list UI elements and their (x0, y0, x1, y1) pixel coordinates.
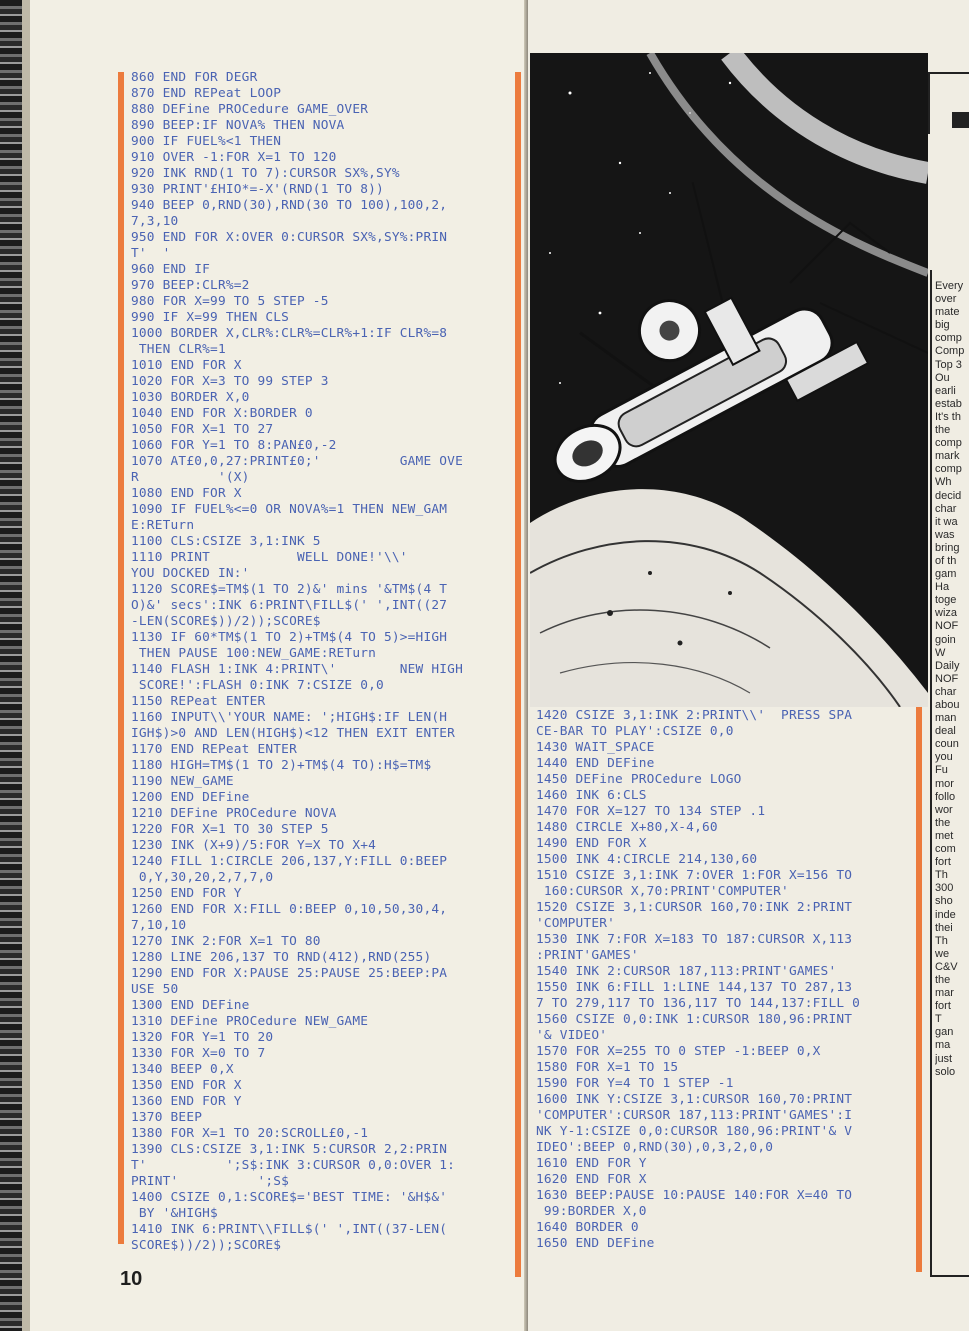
code-line: 1590 FOR Y=4 TO 1 STEP -1 (536, 1076, 734, 1091)
text-fragment: Top 3 (935, 358, 962, 371)
code-line: 1150 REPeat ENTER (131, 694, 266, 709)
next-page-text-fragments (935, 280, 969, 1079)
code-listing-right (536, 708, 860, 1252)
listing-accent-bar-left (118, 72, 124, 1244)
code-line: 7,10,10 (131, 918, 187, 933)
code-line: 990 IF X=99 THEN CLS (131, 310, 290, 325)
text-fragment: char (935, 685, 957, 698)
code-line: 1040 END FOR X:BORDER 0 (131, 406, 313, 421)
text-fragment: mate (935, 306, 960, 319)
text-fragment: thei (935, 921, 953, 934)
code-line: 1240 FILL 1:CIRCLE 206,137,Y:FILL 0:BEEP (131, 854, 448, 869)
code-line: -LEN(SCORE$))/2));SCORE$ (131, 614, 321, 629)
code-line: O)&' secs':INK 6:PRINT\FILL$(' ',INT((27 (131, 598, 448, 613)
code-line: 1000 BORDER X,CLR%:CLR%=CLR%+1:IF CLR%=8 (131, 326, 448, 341)
text-fragment: was (935, 528, 955, 541)
text-fragment: W (935, 646, 946, 659)
text-fragment: NOF (935, 672, 959, 685)
code-line: THEN CLR%=1 (131, 342, 226, 357)
text-fragment: Daily (935, 659, 960, 672)
code-line: 1350 END FOR X (131, 1078, 242, 1093)
code-line: 0,Y,30,20,2,7,7,0 (131, 870, 274, 885)
text-fragment: gam (935, 568, 957, 581)
text-fragment: com (935, 843, 956, 856)
code-line: 1520 CSIZE 3,1:CURSOR 160,70:INK 2:PRINT (536, 900, 853, 915)
text-fragment: follo (935, 790, 956, 803)
text-fragment: It's th (935, 410, 961, 423)
text-fragment: Every (935, 280, 964, 292)
text-fragment: char (935, 502, 957, 515)
text-fragment: earli (935, 384, 956, 397)
text-fragment: Ou (935, 371, 950, 384)
code-line: 1430 WAIT_SPACE (536, 740, 655, 755)
text-fragment: we (935, 947, 950, 960)
text-fragment: wor (935, 803, 953, 816)
code-line: 1370 BEEP (131, 1110, 203, 1125)
code-line: YOU DOCKED IN:' (131, 566, 250, 581)
code-line: 1170 END REPeat ENTER (131, 742, 297, 757)
code-line: 99:BORDER X,0 (536, 1204, 647, 1219)
text-fragment: fort (935, 1000, 951, 1013)
text-fragment: deal (935, 725, 956, 738)
text-fragment: gan (935, 1026, 954, 1039)
text-fragment: comp (935, 437, 962, 450)
code-line: 900 IF FUEL%<1 THEN (131, 134, 282, 149)
code-line: 160:CURSOR X,70:PRINT'COMPUTER' (536, 884, 789, 899)
binding-spine (0, 0, 22, 1331)
code-line: IGH$)>0 AND LEN(HIGH$)<12 THEN EXIT ENTER (131, 726, 456, 741)
code-line: 1460 INK 6:CLS (536, 788, 647, 803)
text-fragment: coun (935, 738, 959, 751)
code-line: E:RETurn (131, 518, 195, 533)
text-fragment: met (935, 829, 954, 842)
code-line: T' ';S$:INK 3:CURSOR 0,0:OVER 1: (131, 1158, 456, 1173)
text-fragment: C&V (935, 960, 958, 973)
text-fragment: goin (935, 633, 956, 646)
code-line: 1380 FOR X=1 TO 20:SCROLL£0,-1 (131, 1126, 369, 1141)
code-line: 1500 INK 4:CIRCLE 214,130,60 (536, 852, 758, 867)
code-line: 1220 FOR X=1 TO 30 STEP 5 (131, 822, 329, 837)
text-fragment: comp (935, 463, 962, 476)
text-fragment: toge (935, 594, 957, 607)
code-line: 940 BEEP 0,RND(30),RND(30 TO 100),100,2, (131, 198, 448, 213)
code-line: 1080 END FOR X (131, 486, 242, 501)
code-line: 7 TO 279,117 TO 136,117 TO 144,137:FILL 0 (536, 996, 861, 1011)
text-fragment: Th (935, 869, 948, 882)
code-line: '& VIDEO' (536, 1028, 608, 1043)
text-fragment: fort (935, 856, 951, 869)
code-line: 1180 HIGH=TM$(1 TO 2)+TM$(4 TO):H$=TM$ (131, 758, 432, 773)
code-line: R '(X) (131, 470, 250, 485)
text-fragment: Fu (935, 764, 948, 777)
text-fragment: ma (935, 1039, 951, 1052)
code-line: 1580 FOR X=1 TO 15 (536, 1060, 679, 1075)
code-line: 980 FOR X=99 TO 5 STEP -5 (131, 294, 329, 309)
text-fragment: man (935, 712, 957, 725)
code-line: 1110 PRINT WELL DONE!'\\' (131, 550, 408, 565)
code-line: USE 50 (131, 982, 179, 997)
text-fragment: solo (935, 1065, 956, 1078)
code-line: 930 PRINT'£HIO*=-X'(RND(1 TO 8)) (131, 182, 384, 197)
code-listing-left (131, 70, 463, 1254)
code-line: 1090 IF FUEL%<=0 OR NOVA%=1 THEN NEW_GAM (131, 502, 448, 517)
code-line: 950 END FOR X:OVER 0:CURSOR SX%,SY%:PRIN (131, 230, 448, 245)
code-line: 870 END REPeat LOOP (131, 86, 282, 101)
code-line: 1650 END DEFine (536, 1236, 655, 1251)
code-line: 1060 FOR Y=1 TO 8:PAN£0,-2 (131, 438, 337, 453)
text-fragment: Wh (935, 476, 952, 489)
code-line: 1230 INK (X+9)/5:FOR Y=X TO X+4 (131, 838, 377, 853)
code-line: 1600 INK Y:CSIZE 3,1:CURSOR 160,70:PRINT (536, 1092, 853, 1107)
code-line: 1410 INK 6:PRINT\\FILL$(' ',INT((37-LEN( (131, 1222, 448, 1237)
code-line: 7,3,10 (131, 214, 179, 229)
text-fragment: comp (935, 332, 962, 345)
code-line: 1620 END FOR X (536, 1172, 647, 1187)
code-line: 1290 END FOR X:PAUSE 25:PAUSE 25:BEEP:PA (131, 966, 448, 981)
code-line: PRINT' ';S$ (131, 1174, 290, 1189)
code-line: 860 END FOR DEGR (131, 70, 258, 85)
code-line: BY '&HIGH$ (131, 1206, 218, 1221)
text-fragment: it wa (935, 515, 958, 528)
text-fragment: estab (935, 397, 962, 410)
text-fragment: NOF (935, 620, 959, 633)
code-line: 1450 DEFine PROCedure LOGO (536, 772, 742, 787)
code-line: 1190 NEW_GAME (131, 774, 234, 789)
code-line: 1070 AT£0,0,27:PRINT£0;' GAME OVE (131, 454, 463, 469)
text-fragment: over (935, 293, 957, 306)
text-fragment: mark (935, 450, 960, 463)
text-fragment: the (935, 973, 951, 986)
text-fragment: big (935, 319, 950, 332)
text-fragment: of th (935, 554, 957, 567)
code-line: IDEO':BEEP 0,RND(30),0,3,2,0,0 (536, 1140, 774, 1155)
code-line: 1030 BORDER X,0 (131, 390, 250, 405)
code-line: 1100 CLS:CSIZE 3,1:INK 5 (131, 534, 321, 549)
code-line: 1270 INK 2:FOR X=1 TO 80 (131, 934, 321, 949)
code-line: 1400 CSIZE 0,1:SCORE$='BEST TIME: '&H$&' (131, 1190, 448, 1205)
code-line: NK Y-1:CSIZE 0,0:CURSOR 180,96:PRINT'& V (536, 1124, 853, 1139)
code-line: SCORE!':FLASH 0:INK 7:CSIZE 0,0 (131, 678, 384, 693)
code-line: 1200 END DEFine (131, 790, 250, 805)
text-fragment: sho (935, 895, 953, 908)
code-line: 1130 IF 60*TM$(1 TO 2)+TM$(4 TO 5)>=HIGH (131, 630, 448, 645)
code-line: 1260 END FOR X:FILL 0:BEEP 0,10,50,30,4, (131, 902, 448, 917)
code-line: 1050 FOR X=1 TO 27 (131, 422, 274, 437)
code-line: 1160 INPUT\\'YOUR NAME: ';HIGH$:IF LEN(H (131, 710, 448, 725)
code-line: 880 DEFine PROCedure GAME_OVER (131, 102, 369, 117)
text-fragment: just (935, 1052, 953, 1065)
code-line: 1470 FOR X=127 TO 134 STEP .1 (536, 804, 766, 819)
code-line: 1300 END DEFine (131, 998, 250, 1013)
text-fragment: decid (935, 489, 962, 502)
code-line: 960 END IF (131, 262, 211, 277)
text-fragment: you (935, 751, 953, 764)
code-line: T' ' (131, 246, 171, 261)
code-line: 1530 INK 7:FOR X=183 TO 187:CURSOR X,113 (536, 932, 853, 947)
code-line: 1320 FOR Y=1 TO 20 (131, 1030, 274, 1045)
code-line: 1560 CSIZE 0,0:INK 1:CURSOR 180,96:PRINT (536, 1012, 853, 1027)
code-line: SCORE$))/2));SCORE$ (131, 1238, 282, 1253)
code-line: :PRINT'GAMES' (536, 948, 639, 963)
code-line: 1120 SCORE$=TM$(1 TO 2)&' mins '&TM$(4 T (131, 582, 448, 597)
text-fragment: abou (935, 699, 960, 711)
code-line: 1340 BEEP 0,X (131, 1062, 234, 1077)
next-page-heading-block (952, 112, 969, 128)
code-line: 1490 END FOR X (536, 836, 647, 851)
text-fragment: the (935, 424, 951, 437)
code-line: 1420 CSIZE 3,1:INK 2:PRINT\\' PRESS SPA (536, 708, 853, 723)
code-line: 1630 BEEP:PAUSE 10:PAUSE 140:FOR X=40 TO (536, 1188, 853, 1203)
code-line: 1310 DEFine PROCedure NEW_GAME (131, 1014, 369, 1029)
code-line: 1020 FOR X=3 TO 99 STEP 3 (131, 374, 329, 389)
text-fragment: the (935, 816, 951, 829)
text-fragment: wiza (935, 607, 958, 620)
binding-shadow (22, 0, 30, 1331)
code-line: 1610 END FOR Y (536, 1156, 647, 1171)
code-line: CE-BAR TO PLAY':CSIZE 0,0 (536, 724, 734, 739)
code-line: 890 BEEP:IF NOVA% THEN NOVA (131, 118, 345, 133)
code-line: 920 INK RND(1 TO 7):CURSOR SX%,SY% (131, 166, 400, 181)
code-line: 1540 INK 2:CURSOR 187,113:PRINT'GAMES' (536, 964, 837, 979)
code-line: 'COMPUTER':CURSOR 187,113:PRINT'GAMES':I (536, 1108, 853, 1123)
text-fragment: bring (935, 541, 960, 554)
text-fragment: T (935, 1013, 942, 1026)
code-line: 970 BEEP:CLR%=2 (131, 278, 250, 293)
text-fragment: Th (935, 934, 948, 947)
text-fragment: mor (935, 777, 954, 790)
code-line: 1360 END FOR Y (131, 1094, 242, 1109)
listing-accent-bar-right (515, 72, 521, 1277)
spaceship-illustration (530, 53, 928, 707)
text-fragment: Ha (935, 581, 950, 594)
code-line: 1510 CSIZE 3,1:INK 7:OVER 1:FOR X=156 TO (536, 868, 853, 883)
text-fragment: 300 (935, 882, 954, 895)
code-line: 910 OVER -1:FOR X=1 TO 120 (131, 150, 337, 165)
code-line: 1010 END FOR X (131, 358, 242, 373)
code-line: 1440 END DEFine (536, 756, 655, 771)
code-line: 1390 CLS:CSIZE 3,1:INK 5:CURSOR 2,2:PRIN (131, 1142, 448, 1157)
code-line: 1570 FOR X=255 TO 0 STEP -1:BEEP 0,X (536, 1044, 821, 1059)
text-fragment: inde (935, 908, 956, 921)
code-line: 1210 DEFine PROCedure NOVA (131, 806, 337, 821)
code-line: 1480 CIRCLE X+80,X-4,60 (536, 820, 718, 835)
code-line: 'COMPUTER' (536, 916, 616, 931)
text-fragment: mar (935, 987, 954, 1000)
code-line: 1640 BORDER 0 (536, 1220, 639, 1235)
text-fragment: Comp (935, 345, 965, 358)
code-line: 1250 END FOR Y (131, 886, 242, 901)
code-line: THEN PAUSE 100:NEW_GAME:RETurn (131, 646, 377, 661)
page-number: 10 (120, 1268, 143, 1290)
code-line: 1550 INK 6:FILL 1:LINE 144,137 TO 287,13 (536, 980, 853, 995)
spaceship-icon (530, 53, 928, 707)
code-line: 1280 LINE 206,137 TO RND(412),RND(255) (131, 950, 432, 965)
code-line: 1140 FLASH 1:INK 4:PRINT\' NEW HIGH (131, 662, 463, 677)
code-line: 1330 FOR X=0 TO 7 (131, 1046, 266, 1061)
listing-accent-bar-far-right (916, 707, 922, 1272)
